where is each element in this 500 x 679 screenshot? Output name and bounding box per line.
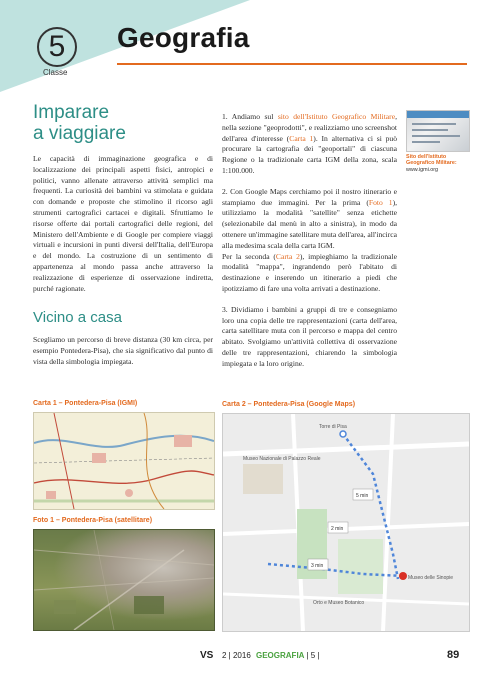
subsection-title: Vicino a casa — [33, 309, 122, 327]
map-label-botanic: Orto e Museo Botanico — [313, 600, 365, 606]
grade-number: 5 — [48, 30, 66, 63]
satellite-graphic — [34, 530, 214, 630]
sidebar-caption-title: Sito dell'Istituto Geografico Militare: — [406, 154, 457, 167]
photo1-caption: Foto 1 – Pontedera-Pisa (satellitare) — [33, 517, 153, 524]
step-3: 3. Dividiamo i bambini a gruppi di tre e consegniamo loro una copia delle tre rappresentazioni (carta dell'area, carta satellitare muta con il percorso e mappa del centro abitato. Svolgiamo un'attività collettiva di osservazione delle tre rappresentazioni, chiarendo la simbologia impiegata e la loro origine. — [222, 304, 397, 368]
map-label-time1: 2 min — [331, 526, 344, 532]
thumbnail-line — [412, 129, 448, 131]
right-column — [222, 112, 397, 380]
sidebar-caption — [406, 154, 472, 173]
google-map-graphic — [223, 414, 469, 631]
satellite-photo — [33, 529, 215, 631]
grade-circle — [37, 27, 77, 67]
magazine-brand: VS — [200, 650, 214, 661]
step-2: 2. Con Google Maps cerchiamo poi il nostro itinerario e stampiamo due immagini. Per la prima (Foto 1), utilizziamo la modalità "satellite" senza etichette (selezionabile dal menù in alto a sinistra), in modo da ottenere un'immagine satellitare muta dell'area, all'incirca alla medesima scala della carta IGM. Per la seconda (Carta 2), impieghiamo la tradizionale modalità "mappa", ingrandendo però l'abitato di destinazione e inserendo un itinerario a piedi che ipotizziamo di fare una volta arrivati a destinazione. — [222, 186, 398, 293]
footer-subject: GEOGRAFIA | 5 | — [256, 651, 320, 660]
sidebar-caption-url[interactable]: www.igmi.org — [406, 166, 439, 173]
article-title-line2: a viaggiare — [33, 123, 126, 144]
section-title: Geografia — [117, 22, 250, 53]
article-title — [33, 102, 213, 144]
map-label-tower: Torre di Pisa — [319, 424, 347, 430]
thumbnail-line — [412, 123, 456, 125]
issue-number: 2 | 2016 — [222, 651, 251, 660]
subsection-paragraph: Scegliamo un percorso di breve distanza (30 km circa, per esempio Pontedera-Pisa), che sia significativo dal punto di vista della simbologia impiegata. — [33, 335, 213, 366]
thumbnail-line — [412, 141, 440, 143]
thumbnail-line — [412, 135, 460, 137]
carta2-reference: Carta 2 — [275, 251, 300, 261]
carta1-reference: Carta 1 — [289, 133, 314, 143]
map-label-museum: Museo delle Sinopie — [408, 575, 454, 581]
map-label-station: Museo Nazionale di Palazzo Reale — [243, 456, 321, 462]
intro-paragraph: Le capacità di immaginazione geografica e di localizzazione dei principali aspetti fisici, antropici e politici, vanno allenate attraverso attività semplici ma frequenti. La curiosità dei bambini va stimolata e guidata con domande e proposte che stimolino il ricorso agli strumenti cartografici cartacei e digitali. Sfruttiamo le risorse offerte dai portali cartografici delle regioni, del Ministero dell'Ambiente e di Google per compiere viaggi virtuali e incursioni in punti diversi dell'Italia, dell'Europa e del mondo. La costruzione di un sentimento di appartenenza al mondo passa anche attraverso la realizzazione di esperienze di osservazione indiretta, purché ragionate. — [33, 154, 213, 293]
igm-website-thumbnail — [406, 110, 470, 152]
map-label-time2: 5 min — [356, 493, 369, 499]
header-rule — [117, 63, 467, 65]
page-footer — [0, 644, 500, 664]
article-title-line1: Imparare — [33, 102, 110, 123]
igm-map-graphic — [34, 413, 214, 509]
page-number: 89 — [447, 649, 460, 661]
map2-caption: Carta 2 – Pontedera-Pisa (Google Maps) — [222, 401, 356, 408]
thumbnail-header-bar — [407, 111, 469, 118]
foto1-reference: Foto 1 — [368, 197, 393, 207]
map1-caption: Carta 1 – Pontedera-Pisa (IGMI) — [33, 400, 138, 407]
igm-topographic-map — [33, 412, 215, 510]
step-1: 1. Andiamo sul sito dell'Istituto Geografico Militare, nella sezione "geoprodotti", e realizziamo uno screenshot dell'area d'interesse (Carta 1). In alternativa ci si può procurare la cartografia dei "geoportali" di ciascuna Regione o la tradizionale carta IGM della zona, scala 1:100.000. — [222, 112, 398, 175]
grade-label: Classe — [43, 68, 68, 77]
igm-site-link[interactable]: sito dell'Istituto Geografico Militare — [277, 112, 396, 121]
map-label-time3: 3 min — [311, 563, 324, 569]
google-map — [222, 413, 470, 632]
left-column — [33, 102, 213, 368]
